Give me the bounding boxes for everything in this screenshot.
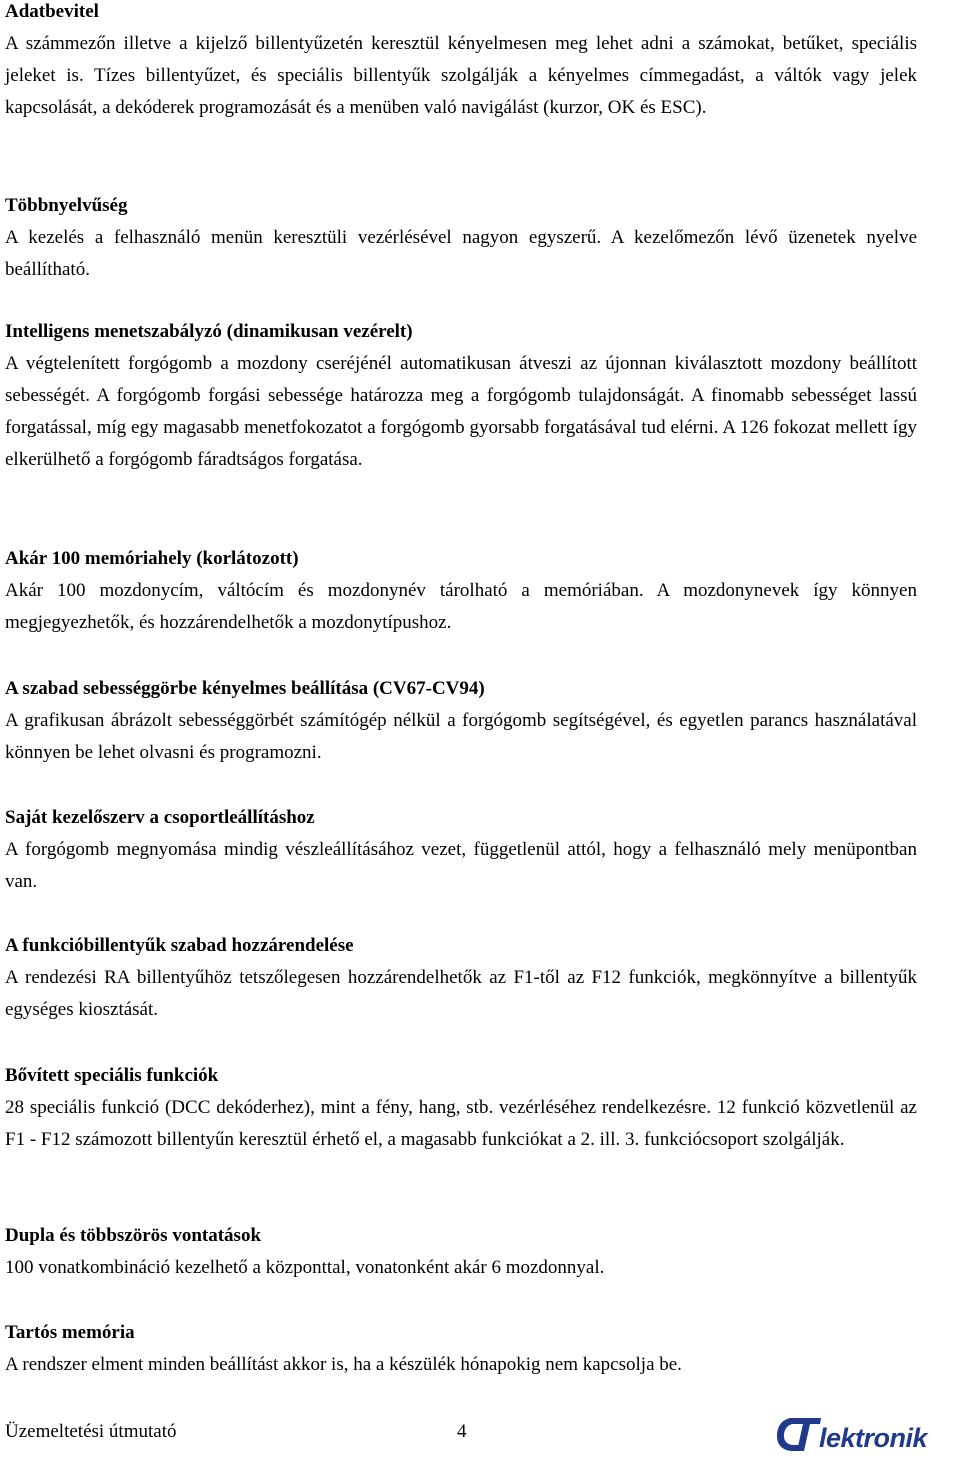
- section-intelligens-menetszabalyzo: [5, 316, 917, 476]
- footer-title: Üzemeltetési útmutató: [5, 1421, 177, 1442]
- section-text: A grafikusan ábrázolt sebességgörbét számítógép nélkül a forgógomb segítségével, és egyetlen parancs használatával könnyen be lehet olvasni és programozni.: [5, 710, 917, 763]
- section-funkciobillentyuk: [5, 930, 917, 1026]
- section-text: Akár 100 mozdonycím, váltócím és mozdonynév tárolható a memóriában. A mozdonynevek így könnyen megjegyezhetők, és hozzárendelhetők a mozdonytípushoz.: [5, 580, 917, 633]
- section-text: A rendszer elment minden beállítást akkor is, ha a készülék hónapokig nem kapcsolja be.: [5, 1354, 682, 1375]
- section-heading: A funkcióbillentyűk szabad hozzárendelése: [5, 935, 354, 956]
- section-heading: Saját kezelőszerv a csoportleállításhoz: [5, 807, 315, 828]
- section-heading: Akár 100 memóriahely (korlátozott): [5, 548, 299, 569]
- section-text: A kezelés a felhasználó menün keresztüli vezérlésével nagyon egyszerű. A kezelőmezőn lévő üzenetek nyelve beállítható.: [5, 227, 917, 280]
- section-heading: Intelligens menetszabályzó (dinamikusan vezérelt): [5, 321, 413, 342]
- page-number: 4: [457, 1421, 467, 1442]
- section-memoriahely: [5, 543, 917, 639]
- svg-text:lektronik: lektronik: [819, 1423, 928, 1453]
- section-heading: Tartós memória: [5, 1322, 135, 1343]
- section-text: A végtelenített forgógomb a mozdony cseréjénél automatikusan átveszi az újonnan kiválasztott mozdony beállított sebességét. A forgógomb forgási sebessége határozza meg a forgógomb tulajdonságát. A finomabb sebességet lassú forgatással, míg egy magasabb menetfokozatot a forgógomb gyorsabb forgatásával tud elérni. A 126 fokozat mellett így elkerülhető a forgógomb fáradtságos forgatása.: [5, 353, 917, 470]
- section-specialis-funkciok: [5, 1060, 917, 1156]
- section-vontatasok: [5, 1220, 917, 1284]
- section-text: A forgógomb megnyomása mindig vészleállításához vezet, függetlenül attól, hogy a felhasználó mely menüpontban van.: [5, 839, 917, 892]
- page-footer: [5, 1414, 955, 1454]
- section-kezeloszerv: [5, 802, 917, 898]
- section-sebessseggorbe: [5, 673, 917, 769]
- section-heading: Dupla és többszörös vontatások: [5, 1225, 262, 1246]
- section-tobbnyelvuseg: [5, 190, 917, 286]
- section-adatbevitel: [5, 0, 917, 124]
- section-heading: Adatbevitel: [5, 1, 99, 22]
- section-heading: Bővített speciális funkciók: [5, 1065, 219, 1086]
- section-text: A rendezési RA billentyűhöz tetszőlegesen hozzárendelhetők az F1-től az F12 funkciók, megkönnyítve a billentyűk egységes kiosztását.: [5, 967, 917, 1020]
- section-text: 100 vonatkombináció kezelhető a központtal, vonatonként akár 6 mozdonnyal.: [5, 1257, 605, 1278]
- section-heading: A szabad sebességgörbe kényelmes beállítása (CV67-CV94): [5, 678, 485, 699]
- section-tartos-memoria: [5, 1317, 917, 1381]
- telektronik-logo: [775, 1414, 960, 1454]
- section-text: A számmezőn illetve a kijelző billentyűzetén keresztül kényelmesen meg lehet adni a számokat, betűket, speciális jeleket is. Tízes billentyűzet, és speciális billentyűk szolgálják a kényelmes címmegadást, a váltók vagy jelek kapcsolását, a dekóderek programozását és a menüben való navigálást (kurzor, OK és ESC).: [5, 33, 917, 118]
- section-text: 28 speciális funkció (DCC dekóderhez), mint a fény, hang, stb. vezérléséhez rendelkezésre. 12 funkció közvetlenül az F1 - F12 számozott billentyűn keresztül érhető el, a magasabb funkciókat a 2. ill. 3. funkciócsoport szolgálják.: [5, 1097, 917, 1150]
- section-heading: Többnyelvűség: [5, 195, 128, 216]
